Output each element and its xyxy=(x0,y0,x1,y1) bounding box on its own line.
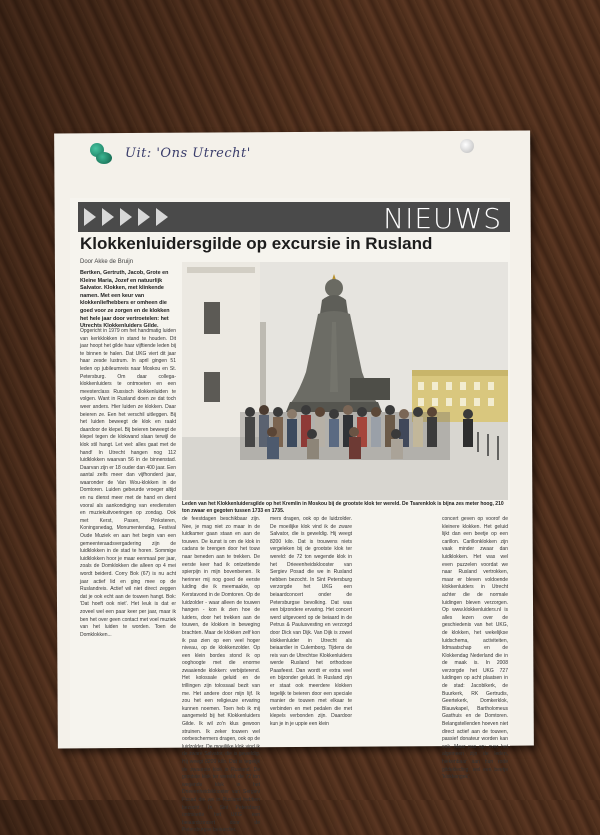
article-column: de feestdagen beschikbaar zijn. Nee, je mag niet zo maar in de luidkamer gaan staan en aan de touwen. De kunst is om de klok in cadans te brengen door het touw naar beneden aan te trekken. De eerste keer had ik ontzettende spierpijn in mijn bovenbenen. Ik herinner mij nog goed de eerste luiding die ik meemaakte, op Kerstavond in de Domtoren. Op de luidzolder - waar alleen de touwen hangen - kon ik zien hoe de luiders, door het trekken aan de touwen, de klokken in beweging brachten. Maar de klokken zelf kon ik pas zien op een veel hoger niveau, op de klokkenzolder. Op een klein bordes stond ik op ooghoogte met die enorme zwaaiende klokken: verbijsterend. Het kolossale geluid en de trillingen zijn tolossaal bezit van me. Het andere door mijn lijf. Ik zou het een religieuze ervaring kunnen noemen. Toen heb ik mij aangemeld bij het Klokkenluiders Gilde. Ik wil zo'n klus gewoon struinen. Ik zeker touwen wel oorbeschermers dragen, ook op de luidzolder. De moeilijke klok vind ik de zware Salvator, die is geweldig. Hij weegt 8200 kilo. Dat is tegelijk de zwaarste klok in Rusland. De grootste klok ter wereld: de 72 ton wegende klok in het Drieeenheidsklooster van Sergiev Posad die we in Rusland hebben bezocht. In Sint Petersburg ontmoette het UKG een beiaardconcert door de Petersburgse beiaardier. xyxy=(182,516,260,834)
article-column: mers dragen, ook op de luidzolder. De moeilijke klok vind ik de zware Salvator, die is geweldig. Hij weegt 8200 kilo. Dat is trouwens niets vergeleken bij de grootste klok ter wereld: de 72 ton wegende klok in het Drieeenheidsklooster van Sergiev Posad die we in Rusland hebben bezocht. In Sint Petersburg verzorgde het UKG een beiaardconcert onder de Petersburgse bevolking. Dat was een bijzondere ervaring. Het concert werd uitgevoerd op de beiaard in de Petrus & Paulusvesting en verzorgd door Dick van Dijk. Van Dijk is zowel klokkenluider in Utrecht als beiaardier in Culemborg. Tijdens de reis van de Utrechtse Klokkenluiders werde Rusland het orthodoxe Paasfeest. Dan wordt er extra veel en bijzonder geluid. In Rusland zijn er staat ook meerdere klokken tegelijk te beieren door een speciale manier de touwen met elkaar te verbinden en met pedalen die met klepels verbonden zijn. Daardoor kun je in je uppie een klein xyxy=(270,516,352,728)
article-headline: Klokkenluidersgilde op excursie in Rusland xyxy=(80,234,433,253)
handwritten-note: Uit: 'Ons Utrecht' xyxy=(125,146,251,161)
white-pushpin-icon xyxy=(460,139,474,153)
newspaper-clipping xyxy=(70,198,510,834)
section-banner xyxy=(78,202,510,235)
arrow-icon xyxy=(156,208,168,226)
green-pushpin-head-icon xyxy=(96,152,112,164)
article-photo xyxy=(182,262,508,500)
banner-arrows xyxy=(84,208,168,226)
photo-caption: Leden van het Klokkenluidersgilde op het Kremlin in Moskou bij de grootste klok ter wereld. De Tsarenklok is bijna zes meter hoog, 210 ton zwaar en gegoten tussen 1733 en 1735. xyxy=(182,501,504,514)
arrow-icon xyxy=(138,208,150,226)
article-column: Opgericht in 1979 om het handmatig luiden van kerkklokken in stand te houden. Dit jaar hoopt het gilde haar vijftiende leden bij te binnen te halen. Dat UKG viert dit jaar haar zesde lustrum. In april gingen 51 leden op jubileumreis naar Moskou en St. Petersburg. Om daar collega-klokkenluiders te ontmoeten en een meesterclass Russisch klokkenluiden te volgen. Want in Rusland doen ze dat toch weer anders. Hier luiden ze klokken. Daar beieren ze. Een het verschil uitleggen. Bij het luiden beweegt de klok en raakt daardoor de klepel. Bij beieren beweegt de klepel tegen de klokwand slaan terwijl de klok stil hangt. Let wel: alles gaat met de hand! In Utrecht hangen nog 112 luidklokken waarvan 56 in de binnenstad. Daarvan zijn er 18 ouder dan 400 jaar. Een aantal zelfs meer dan vijfhonderd jaar, waaronder de Van Wou-klokken in de Domtoren. Luiden gebeurde vroeger altijd en nu dienst meer met de hand en dient vooral als aankondiging van erediensten en muziekuitvoeringen op zondag. Ook met Kerst, Pasen, Pinksteren, Koningsnedag, Monumentendag, Festival Oude Muziek en aan het begin van een gemeenteraadsvergadering zijn de luidklokken in de stad te horen. Sommige luidklokken hoor je maar eenmaal per jaar, zoals de Domklokken die alleen op 4 mei wordt beiderd. Corry Bok (67) is nu acht jaar actief lid en ging mee op de Ruslandreis. Actief wil niet direct zeggen dat je ook echt aan de touwen hangt. Bok: 'Dat hoeft ook niet'. Het leuk is dat er zoveel wel een paar keer per jaar, maar ik ben het over geen contact met voel muziek van het luiden te worden. Toen de Domklokken... xyxy=(80,328,176,638)
article-byline: Door Akke de Bruijn xyxy=(80,259,134,265)
article-column: concert geven op voorof de kleinere klokken. Het geluid lijkt dan een beetje op een carillon. Carillonklokken zijn vaak minder zwaar dan luidklokken. Het was wel even puzzelen voordat we naar Rusland vertrokken, maar er bleven voldoende klokkenluiders in Utrecht achter die de normale luidingen bleven verzorgen. Op www.klokkenluiders.nl is alles lezen over de geschiedenis van het UKG, de klokken, het wekelijkse luidschema, activiteiten, lidmaatschap en de Klokkendag Nederland die in de maak is. In 2008 verzorgde het UKG 727 luidingen op acht plaatsen in de stad: Jacobikerk, de Buurkerk, RK Gertrudis, Geertekerk, Domkerklok, Blauwkapel, Bartholomeus Gasthuis en de Domtoren. Belangstellenden hoeven niet direct actief aan de touwen, passief donateur worden kan ook. Maar pas op: over het algemeen zijn de leden, hiekenbaar aan hun rode gildekleding, wel een beetje 'klokkengek'. xyxy=(442,516,508,781)
section-label: NIEUWS xyxy=(383,202,502,235)
arrow-icon xyxy=(84,208,96,226)
article-intro: Bertken, Gertruth, Jacob, Grote en Kleine Maria, Jozef en natuurlijk Salvator. Klokken, met klinkende namen. Met een keur van klokkenliefhebbers er omheen die goed voor ze zorgen en de klokken het hele jaar door vertroetelen: het Utrechts Klokkenluiders Gilde. xyxy=(80,270,170,330)
arrow-icon xyxy=(120,208,132,226)
arrow-icon xyxy=(102,208,114,226)
kremlin-bell-photo xyxy=(182,262,508,500)
